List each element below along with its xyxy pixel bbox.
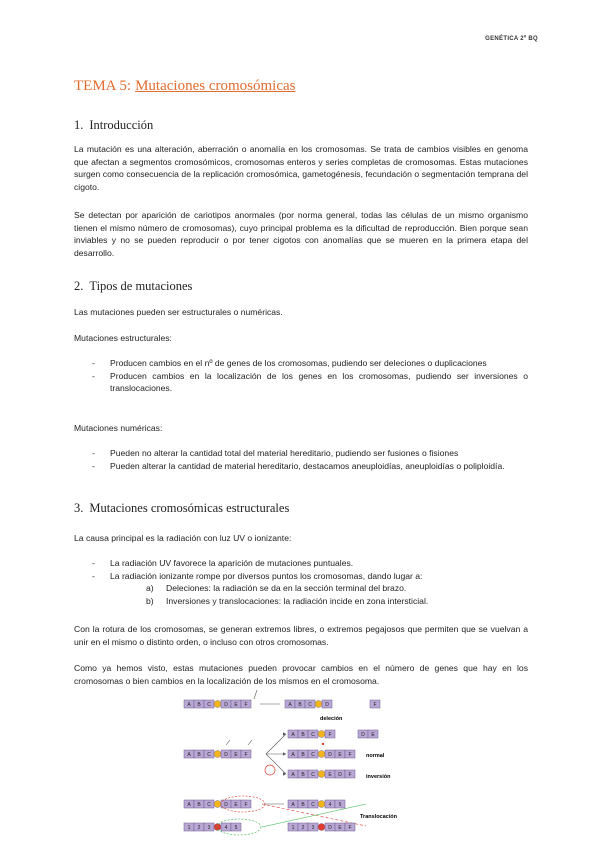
gene-label: A bbox=[187, 752, 191, 758]
gene-label: C bbox=[311, 752, 315, 758]
gene-label: 3 bbox=[207, 825, 211, 831]
page-title bbox=[74, 78, 295, 95]
normal-chromosome bbox=[288, 750, 355, 758]
connector-line bbox=[254, 690, 257, 699]
radiation-subitem bbox=[110, 582, 528, 595]
gene-label: F bbox=[373, 702, 377, 708]
gene-label: 4 bbox=[328, 802, 332, 808]
centromere bbox=[214, 751, 221, 758]
gene-label: C bbox=[207, 802, 211, 808]
gene-label: E bbox=[338, 752, 342, 758]
section-1-paragraph-2: Se detectan por aparición de cariotipos anormales (por norma general, todas las células de un mismo organismo tienen el mismo número de cromosomas), cuyo principal problema es la dificultad de reproducción. Bien porque sean inviables y no se pueden reproducir o por tener cigotos con anomalías que se mueren en la primera etapa del desarrollo. bbox=[74, 210, 528, 258]
deletion-result-chromosome bbox=[285, 700, 332, 708]
numeric-label: Mutaciones numéricas: bbox=[74, 423, 163, 433]
section-3-heading bbox=[74, 501, 289, 516]
gene-label: B bbox=[301, 752, 305, 758]
section-1-number: 1. bbox=[74, 118, 84, 132]
title-prefix: TEMA 5: bbox=[74, 78, 132, 94]
gene-label: B bbox=[197, 702, 201, 708]
subitem-marker: a) bbox=[146, 583, 154, 594]
gene-label: C bbox=[311, 802, 315, 808]
inversion-chromosome bbox=[288, 770, 355, 778]
section-2-intro: Las mutaciones pueden ser estructurales o numéricas. bbox=[74, 307, 283, 317]
subitem-marker: b) bbox=[146, 595, 154, 606]
radiation-sublist bbox=[110, 582, 528, 607]
connector-line bbox=[226, 740, 230, 745]
gene-label: B bbox=[298, 702, 302, 708]
section-1-paragraph-1: La mutación es una alteración, aberración o anomalía en los cromosomas. Se trata de cambios visibles en genoma que afectan a segmentos cromosómicos, cromosomas enteros y series completas de cromosomas. Estas mutaciones surgen como consecuencia de la replicación cromosómica, gametogénesis, fecundación o segmentación temprana del cigoto. bbox=[74, 144, 528, 192]
section-3-number: 3. bbox=[74, 501, 84, 515]
gene-label: C bbox=[311, 732, 315, 738]
gene-label: F bbox=[348, 752, 352, 758]
gene-label: B bbox=[301, 802, 305, 808]
subitem-text: Inversiones y translocaciones: la radiación incide en zona intersticial. bbox=[166, 595, 429, 606]
section-1-title: Introducción bbox=[89, 118, 154, 132]
structural-item: - Producen cambios en el nº de genes de los cromosomas, pudiendo ser deleciones o duplicaciones bbox=[74, 357, 528, 370]
section-1-heading bbox=[74, 118, 153, 133]
deletion-source-chromosome bbox=[184, 700, 251, 708]
gene-label: A bbox=[291, 732, 295, 738]
gene-label: B bbox=[197, 752, 201, 758]
section-3-paragraph-2: Como ya hemos visto, estas mutaciones pueden provocar cambios en el número de genes que hay en los cromosomas o bien cambios en la localización de los mismos en el cromosoma. bbox=[74, 663, 528, 686]
gene-label: D bbox=[328, 825, 332, 831]
deletion-duplicated-fragment bbox=[358, 730, 378, 738]
gene-label: D bbox=[224, 752, 228, 758]
gene-label: D bbox=[224, 702, 228, 708]
gene-label: D bbox=[328, 752, 332, 758]
arrow-head-icon bbox=[283, 752, 286, 756]
gene-label: E bbox=[328, 772, 332, 778]
structural-list bbox=[74, 357, 528, 395]
gene-label: 5 bbox=[234, 825, 238, 831]
radiation-list bbox=[74, 557, 528, 607]
radiation-item bbox=[74, 570, 528, 608]
gene-label: C bbox=[308, 702, 312, 708]
radiation-item: - La radiación UV favorece la aparición de mutaciones puntuales. bbox=[74, 557, 528, 570]
gene-label: F bbox=[244, 752, 248, 758]
connector-line bbox=[266, 734, 286, 754]
gene-label: D bbox=[338, 772, 342, 778]
gene-label: F bbox=[244, 702, 248, 708]
section-2-number: 2. bbox=[74, 279, 84, 293]
diagram-chromosomes bbox=[184, 700, 380, 835]
gene-label: C bbox=[207, 752, 211, 758]
gene-label: A bbox=[291, 772, 295, 778]
gene-label: E bbox=[338, 825, 342, 831]
gene-label: 1 bbox=[291, 825, 295, 831]
translocation-label: Translocación bbox=[360, 814, 397, 820]
connector-line bbox=[248, 740, 252, 745]
deletion-label: deleción bbox=[320, 716, 343, 722]
gene-label: A bbox=[187, 702, 191, 708]
translocation-result-top bbox=[288, 800, 345, 808]
gene-label: B bbox=[197, 802, 201, 808]
gene-label: A bbox=[288, 702, 292, 708]
normal-top-chromosome bbox=[288, 730, 335, 738]
section-2-title: Tipos de mutaciones bbox=[89, 279, 193, 293]
centromere bbox=[318, 801, 325, 808]
connector-line bbox=[266, 754, 286, 774]
gene-label: F bbox=[328, 732, 332, 738]
gene-label: E bbox=[234, 702, 238, 708]
structural-label: Mutaciones estructurales: bbox=[74, 333, 172, 343]
gene-label: F bbox=[348, 825, 352, 831]
gene-label: E bbox=[371, 732, 375, 738]
centromere bbox=[318, 771, 325, 778]
title-text: Mutaciones cromosómicas bbox=[135, 78, 296, 94]
centromere bbox=[318, 824, 325, 831]
numeric-item: - Pueden alterar la cantidad de material hereditario, destacamos aneuploidías, aneuploidías o poliploidía. bbox=[74, 460, 528, 473]
gene-label: 2 bbox=[197, 825, 201, 831]
broken-chromosome bbox=[184, 750, 251, 758]
gene-label: B bbox=[301, 772, 305, 778]
centromere bbox=[214, 701, 221, 708]
gene-label: B bbox=[301, 732, 305, 738]
chromosome-mutation-diagram bbox=[170, 690, 430, 840]
radiation-subitem bbox=[110, 595, 528, 608]
centromere bbox=[318, 751, 325, 758]
numeric-item: - Pueden no alterar la cantidad total del material hereditario, pudiendo ser fusiones o fisiones bbox=[74, 447, 528, 460]
gene-label: A bbox=[291, 752, 295, 758]
normal-label: normal bbox=[366, 753, 385, 759]
translocation-source-top bbox=[184, 800, 251, 808]
gene-label: 5 bbox=[338, 802, 342, 808]
translocation-result-bottom bbox=[288, 823, 355, 831]
gene-label: D bbox=[361, 732, 365, 738]
radiation-item-text: La radiación ionizante rompe por diversos puntos los cromosomas, dando lugar a: bbox=[110, 570, 423, 581]
subitem-text: Deleciones: la radiación se da en la sección terminal del brazo. bbox=[166, 583, 407, 594]
numeric-list bbox=[74, 447, 528, 472]
gene-label: 1 bbox=[187, 825, 191, 831]
centromere bbox=[315, 701, 322, 708]
structural-item: - Producen cambios en la localización de los genes en los cromosomas, pudiendo ser inversiones o translocaciones. bbox=[74, 370, 528, 395]
gene-label: D bbox=[224, 802, 228, 808]
gene-label: F bbox=[244, 802, 248, 808]
gene-label: A bbox=[187, 802, 191, 808]
gene-label: D bbox=[325, 702, 329, 708]
centromere bbox=[214, 801, 221, 808]
section-3-paragraph-1: Con la rotura de los cromosomas, se generan extremos libres, o extremos pegajosos que permiten que se vuelvan a unir en el mismo o distinto orden, o incluso con otros cromosomas. bbox=[74, 624, 528, 647]
centromere bbox=[214, 824, 221, 831]
centromere bbox=[318, 731, 325, 738]
gene-label: 2 bbox=[301, 825, 305, 831]
gene-label: F bbox=[348, 772, 352, 778]
gene-label: C bbox=[207, 702, 211, 708]
inversion-label: inversión bbox=[366, 774, 391, 780]
inversion-loop-icon bbox=[265, 765, 275, 775]
section-3-intro: La causa principal es la radiación con luz UV o ionizante: bbox=[74, 533, 292, 543]
gene-label: E bbox=[234, 802, 238, 808]
section-2-heading bbox=[74, 279, 192, 294]
translocation-source-bottom bbox=[184, 823, 241, 831]
gene-label: E bbox=[234, 752, 238, 758]
course-header: GENÉTICA 2º BQ bbox=[485, 36, 538, 42]
gene-label: C bbox=[311, 772, 315, 778]
gene-label: A bbox=[291, 802, 295, 808]
gene-label: 4 bbox=[224, 825, 228, 831]
gene-label: 3 bbox=[311, 825, 315, 831]
deleted-fragment bbox=[370, 700, 380, 708]
break-point-icon bbox=[322, 743, 324, 745]
section-3-title: Mutaciones cromosómicas estructurales bbox=[89, 501, 290, 515]
